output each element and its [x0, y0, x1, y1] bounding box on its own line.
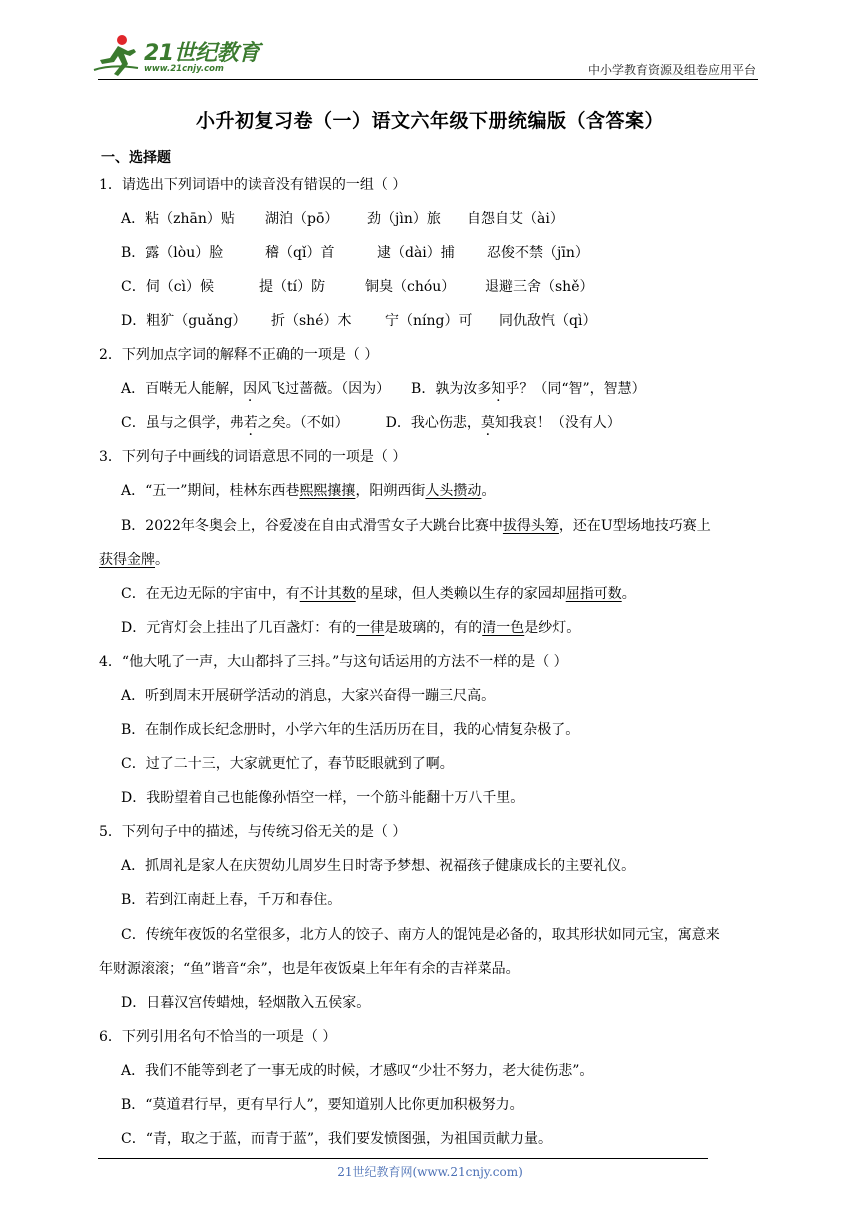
- q1-d-1: D．粗犷（guǎng）: [121, 313, 247, 329]
- q3-option-d: [99, 620, 765, 637]
- q3-b-underline1: 拔得头筹: [502, 518, 559, 534]
- q3-b-text1: B．2022年冬奥会上，谷爱凌在自由式滑雪女子大跳台比赛中: [121, 518, 503, 534]
- q3-option-b: [99, 509, 765, 577]
- q3-d-text1: D．元宵灯会上挂出了几百盏灯：有的: [121, 620, 357, 636]
- q2-options-ab: [99, 381, 765, 398]
- page-title: 小升初复习卷（一）语文六年级下册统编版（含答案）: [195, 110, 664, 132]
- q3-d-text3: 是纱灯。: [524, 620, 581, 636]
- runner-logo-icon: [92, 34, 142, 78]
- q5-option-a: A．抓周礼是家人在庆贺幼儿周岁生日时寄予梦想、祝福孩子健康成长的主要礼仪。: [121, 858, 636, 874]
- q2-b-text2: 乎？（同“智”，智慧）: [505, 381, 646, 397]
- q3-d-underline2: 清一色: [482, 620, 525, 636]
- q2-c-text: C．虽与之俱学，弗: [121, 415, 244, 431]
- q3-b-underline2: 获得金牌: [99, 552, 155, 568]
- q2-d-text2: 知我哀！（没有人）: [494, 415, 621, 431]
- q1-b-4: 忍俊不禁（jīn）: [487, 245, 589, 261]
- q1-c-1: C．伺（cì）候: [121, 279, 215, 295]
- logo-url: www.21cnjy.com: [144, 64, 224, 74]
- q3-b-text2: ，还在U型场地技巧赛上: [558, 518, 711, 534]
- q3-d-underline1: 一律: [356, 620, 385, 636]
- q1-option-a: [99, 211, 765, 228]
- q3-option-c: [99, 586, 765, 603]
- q1-a-1: A．粘（zhān）贴: [121, 211, 235, 227]
- q1-option-d: [99, 313, 765, 330]
- q2-c-dotted: 若: [243, 415, 258, 431]
- q1-option-b: [99, 245, 765, 262]
- q3-a-text2: ，阳朔西街: [355, 483, 426, 499]
- q2-a-dotted: 因: [243, 381, 258, 397]
- q2-d-text: D．我心伤悲，: [385, 415, 481, 431]
- q1-b-3: 逮（dài）捕: [377, 245, 455, 261]
- q2-d-dotted: 莫: [480, 415, 495, 431]
- page-header: [0, 0, 860, 80]
- q1-b-2: 稽（qǐ）首: [265, 245, 335, 261]
- q2-c-text2: 之矣。（不如）: [257, 415, 349, 431]
- q4-option-c: C．过了二十三，大家就更忙了，春节眨眼就到了啊。: [121, 756, 454, 772]
- q1-a-2: 湖泊（pō）: [265, 211, 339, 227]
- header-divider: [98, 79, 758, 80]
- q1-c-2: 提（tí）防: [259, 279, 326, 295]
- site-logo[interactable]: [92, 34, 262, 78]
- q6-option-c: C．“青，取之于蓝，而青于蓝”，我们要发愤图强，为祖国贡献力量。: [121, 1131, 553, 1147]
- q3-c-text3: 。: [621, 586, 636, 602]
- q1-d-3: 宁（níng）可: [385, 313, 473, 329]
- q3-a-underline2: 人头攒动: [425, 483, 482, 499]
- q4-option-a: A．听到周末开展研学活动的消息，大家兴奋得一蹦三尺高。: [121, 688, 496, 704]
- q1-d-4: 同仇敌忾（qì）: [499, 313, 597, 329]
- header-platform-text: 中小学教育资源及组卷应用平台: [587, 63, 756, 77]
- q5-option-b: B．若到江南赶上春，千万和春住。: [121, 892, 342, 908]
- q5-c-line2: 年财源滚滚；“鱼”谐音“余”，也是年夜饭桌上年年有余的吉祥菜品。: [99, 961, 520, 977]
- q4-option-d: D．我盼望着自己也能像孙悟空一样，一个筋斗能翻十万八千里。: [121, 790, 525, 806]
- q3-option-a: [99, 483, 765, 500]
- question-5-stem: 5．下列句子中的描述，与传统习俗无关的是（ ）: [99, 824, 407, 840]
- q3-c-text1: C．在无边无际的宇宙中，有: [121, 586, 300, 602]
- section-heading: 一、选择题: [101, 150, 171, 166]
- q6-option-b: B．“莫道君行早，更有早行人”，要知道别人比你更加积极努力。: [121, 1097, 524, 1113]
- q5-c-line1: C．传统年夜饭的名堂很多，北方人的饺子、南方人的馄饨是必备的，取其形状如同元宝，寓意来: [121, 927, 720, 943]
- question-6-stem: 6．下列引用名句不恰当的一项是（ ）: [99, 1029, 337, 1045]
- document-body: [99, 147, 765, 1165]
- q1-d-2: 折（shé）木: [271, 313, 352, 329]
- question-2-stem: 2．下列加点字词的解释不正确的一项是（ ）: [99, 347, 379, 363]
- q2-options-cd: [99, 415, 765, 432]
- q4-option-b: B．在制作成长纪念册时，小学六年的生活历历在目，我的心情复杂极了。: [121, 722, 580, 738]
- q3-d-text2: 是玻璃的，有的: [384, 620, 483, 636]
- q2-b-dotted: 知: [491, 381, 506, 397]
- logo-text: 21世纪教育: [144, 41, 260, 66]
- question-3-stem: 3．下列句子中画线的词语意思不同的一项是（ ）: [99, 449, 407, 465]
- q1-c-3: 铜臭（chóu）: [365, 279, 456, 295]
- q5-option-c: [99, 918, 765, 986]
- footer-link[interactable]: 21世纪教育网(www.21cnjy.com): [337, 1165, 523, 1179]
- q3-a-text3: 。: [481, 483, 496, 499]
- q3-b-text3: 。: [155, 552, 169, 568]
- q3-c-underline1: 不计其数: [299, 586, 356, 602]
- q1-option-c: [99, 279, 765, 296]
- q2-a-text: A．百啭无人能解，: [121, 381, 244, 397]
- q6-option-a: A．我们不能等到老了一事无成的时候，才感叹“少壮不努力，老大徒伤悲”。: [121, 1063, 594, 1079]
- q1-b-1: B．露（lòu）脸: [121, 245, 224, 261]
- q2-a-text2: 风飞过蔷薇。（因为）: [257, 381, 391, 397]
- q3-c-underline2: 屈指可数: [565, 586, 622, 602]
- q3-a-text1: A．“五一”期间，桂林东西巷: [121, 483, 300, 499]
- q2-b-text: B．孰为汝多: [411, 381, 492, 397]
- q1-a-3: 劲（jìn）旅: [367, 211, 441, 227]
- q3-a-underline1: 熙熙攘攘: [299, 483, 356, 499]
- footer-divider: [98, 1158, 708, 1159]
- q1-a-4: 自怨自艾（ài）: [467, 211, 564, 227]
- q1-c-4: 退避三舍（shě）: [485, 279, 594, 295]
- question-4-stem: 4．“他大吼了一声，大山都抖了三抖。”与这句话运用的方法不一样的是（ ）: [99, 654, 568, 670]
- q5-option-d: D．日暮汉宫传蜡烛，轻烟散入五侯家。: [121, 995, 371, 1011]
- q3-c-text2: 的星球，但人类赖以生存的家园却: [355, 586, 566, 602]
- question-1-stem: 1．请选出下列词语中的读音没有错误的一组（ ）: [99, 177, 407, 193]
